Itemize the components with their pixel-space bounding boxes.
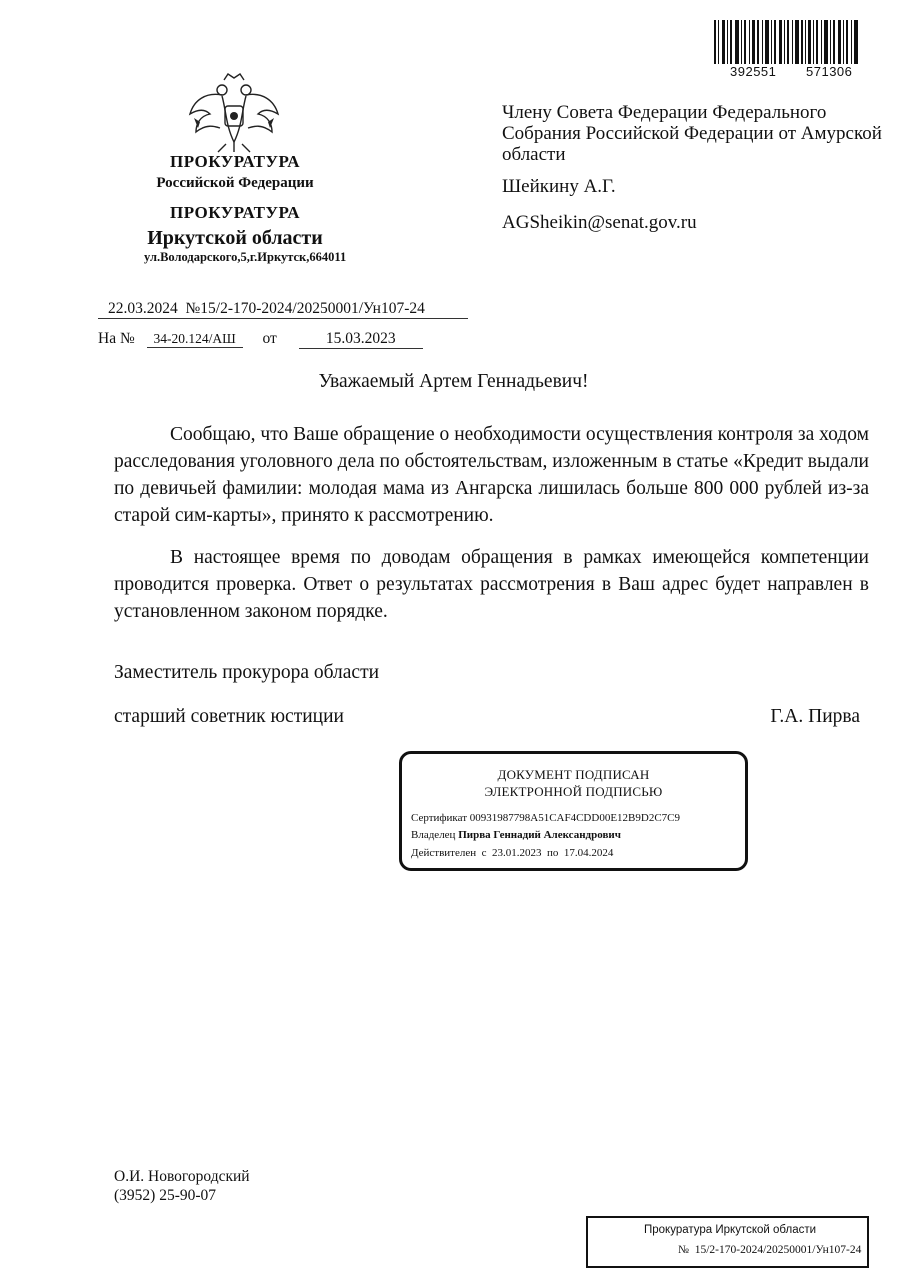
reference-row	[98, 330, 423, 349]
stamp-owner-value: Пирва Геннадий Александрович	[458, 829, 621, 841]
ref-date: 15.03.2023	[299, 330, 423, 349]
reg-box-org: Прокуратура Иркутской области	[644, 1224, 817, 1236]
ref-number: 34-20.124/АШ	[147, 331, 243, 348]
e-signature-stamp	[399, 751, 748, 871]
addressee-position: Члену Совета Федерации Федерального Собрания Российской Федерации от Амурской области	[502, 102, 882, 165]
signer-position: Заместитель прокурора области	[114, 662, 380, 683]
reg-box-number: № 15/2-170-2024/20250001/Ун107-24	[678, 1244, 862, 1256]
registration-box	[586, 1216, 869, 1268]
outgoing-registration: 22.03.2024 №15/2-170-2024/20250001/Ун107-24	[98, 300, 468, 319]
sender-address: ул.Володарского,5,г.Иркутск,664011	[144, 250, 347, 264]
sender-region: Иркутской области	[147, 227, 323, 249]
stamp-certificate	[411, 812, 680, 824]
salutation: Уважаемый Артем Геннадьевич!	[318, 371, 589, 392]
executor-name: О.И. Новогородский	[114, 1168, 250, 1185]
stamp-owner	[411, 829, 621, 841]
barcode-image	[714, 20, 858, 64]
stamp-cert-label: Сертификат	[411, 812, 467, 824]
stamp-validity: Действителен с 23.01.2023 по 17.04.2024	[411, 847, 614, 859]
barcode-number-right: 571306	[806, 64, 853, 79]
addressee-email: AGSheikin@senat.gov.ru	[502, 212, 697, 233]
body-paragraph-1: Сообщаю, что Ваше обращение о необходимости осуществления контроля за ходом расследования уголовного дела по обстоятельствам, изложенным в статье «Кредит выдали по девичьей фамилии: молодая мама из Ангарска лишилась больше 800 000 рублей из-за старой сим-карты», принято к рассмотрению.	[114, 424, 869, 526]
stamp-owner-label: Владелец	[411, 829, 456, 841]
sender-title-regional: ПРОКУРАТУРА	[170, 203, 300, 222]
ref-label: На №	[98, 330, 135, 347]
coat-of-arms-icon	[186, 70, 282, 156]
sender-subtitle: Российской Федерации	[156, 175, 314, 191]
signer-rank: старший советник юстиции	[114, 706, 344, 727]
stamp-cert-value: 00931987798A51CAF4CDD00E12B9D2C7C9	[469, 812, 680, 824]
body-paragraph-2: В настоящее время по доводам обращения в рамках имеющейся компетенции проводится проверка. Ответ о результатах рассмотрения в Ваш адрес будет направлен в установленном законом порядке.	[114, 547, 869, 622]
ref-from-label: от	[262, 330, 277, 347]
stamp-title-2: ЭЛЕКТРОННОЙ ПОДПИСЬЮ	[484, 784, 663, 799]
sender-title: ПРОКУРАТУРА	[170, 152, 300, 171]
stamp-title-1: ДОКУМЕНТ ПОДПИСАН	[497, 767, 650, 782]
signer-name: Г.А. Пирва	[770, 706, 860, 727]
addressee-name: Шейкину А.Г.	[502, 176, 616, 197]
executor-phone: (3952) 25-90-07	[114, 1187, 217, 1204]
barcode-number-left: 392551	[730, 64, 777, 79]
